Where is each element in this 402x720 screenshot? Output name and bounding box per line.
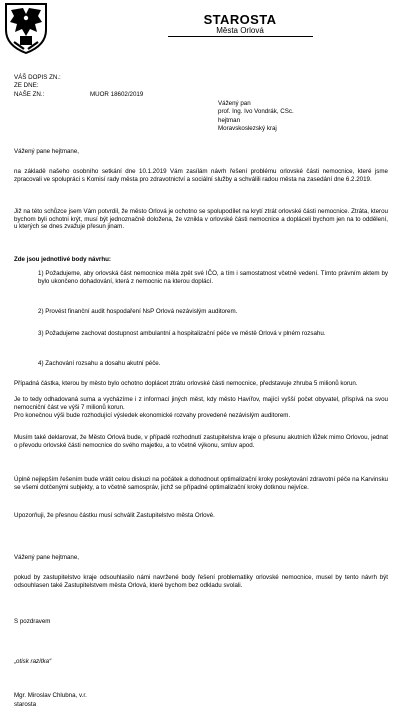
list-item: 2) Provést finanční audit hospodaření NsP Orlová nezávislým auditorem.	[38, 308, 238, 315]
signatory-role: starosta	[14, 701, 37, 708]
paragraph: Pro konečnou výši bude rozhodující výsledek ekonomické rozvahy provedené nezávislým auditorem.	[14, 412, 291, 419]
section-heading: Zde jsou jednotlivé body návrhu:	[14, 256, 111, 263]
paragraph: pokud by zastupitelstvo kraje odsouhlasilo námi navržené body řešení problematiky orlovské nemocnice, musel by tento návrh být odsouhlasen také Zastupitelstvem města Orlová, které bychom bez odkladu svolali.	[14, 574, 388, 589]
page-title: STAROSTA	[203, 12, 277, 27]
salutation: Vážený pane hejtmane,	[14, 148, 80, 155]
stamp-note: „otisk razítka“	[14, 658, 52, 665]
recipient-address: Vážený pan prof. Ing. Ivo Vondrák, CSc. hejtman Moravskoslezský kraj	[218, 100, 294, 133]
paragraph: Již na této schůzce jsem Vám potvrdil, že město Orlová je ochotno se spolupodílet na krytí ztrát orlovské části nemocnice. Ztráta, kterou bychom byli ochotni krýt, musí být jednoznačně doložena, že vznikla v orlovské části nemocnice a dopláceli bychom jen na to oddělení, u kterých se dnes zvažuje přesun jinam.	[14, 208, 388, 231]
closing-greeting: S pozdravem	[14, 618, 51, 625]
paragraph: Je to tedy odhadovaná suma a vycházíme i z informací jiných měst, kdy město Havířov, mající vyšší počet obyvatel, přispívá na svou nemocniční část ve výši 7 milionů korun.	[14, 396, 388, 411]
ref-row: NAŠE ZN.: MUOR 18602/2019	[14, 90, 144, 98]
signatory-name: Mgr. Miroslav Chlubna, v.r.	[14, 692, 87, 699]
paragraph: Upozorňuji, že přesnou částku musí schválit Zastupitelstvo města Orlové.	[14, 512, 215, 519]
list-item: 4) Zachování rozsahu a dosahu akutní péče.	[38, 360, 161, 367]
ref-row: ZE DNE:	[14, 82, 39, 90]
page-subtitle: Města Orlová	[216, 26, 264, 35]
list-item: 3) Požadujeme zachovat dostupnost ambulantní a hospitalizační péče ve městě Orlová v plném rozsahu.	[38, 330, 326, 337]
salutation: Vážený pane hejtmane,	[14, 554, 80, 561]
ref-row: VÁŠ DOPIS ZN.:	[14, 74, 61, 81]
title-divider	[168, 36, 313, 37]
paragraph: Úplně nejlepším řešením bude vrátit celou diskuzi na počátek a dohodnout optimalizační kroky poskytování zdravotní péče na Karvinsku se všemi dotčenými subjekty, a to včetně samospráv, jichž se případné optimalizační kroky dotknou nejvíce.	[14, 476, 388, 491]
paragraph: na základě našeho osobního setkání dne 10.1.2019 Vám zasílám návrh řešení problému orlovské části nemocnice, které jsme zpracovali ve spolupráci s Komisí rady města pro zdravotnictví a sociální služby a schválili radou města na zasedání dne 6.2.2019.	[14, 168, 388, 183]
paragraph: Případná částka, kterou by město bylo ochotno doplácet ztrátu orlovské části nemocnice, představuje zhruba 5 milionů korun.	[14, 380, 358, 387]
list-item: 1) Požadujeme, aby orlovská část nemocnice měla zpět své IČO, a tím i samostatnost včetně vedení. Tímto právním aktem by bylo ukončeno dohadování, která z nemocnic na kterou doplácí.	[38, 270, 388, 285]
paragraph: Musím také deklarovat, že Město Orlová bude, v případě rozhodnutí zastupitelstva kraje o přesunu akutních lůžek mimo Orlovou, jednat o převodu orlovské části nemocnice do svého majetku, a to včetně výkonu, smluv apod.	[14, 434, 388, 449]
coat-of-arms-icon	[4, 2, 48, 54]
reference-block	[14, 74, 144, 99]
